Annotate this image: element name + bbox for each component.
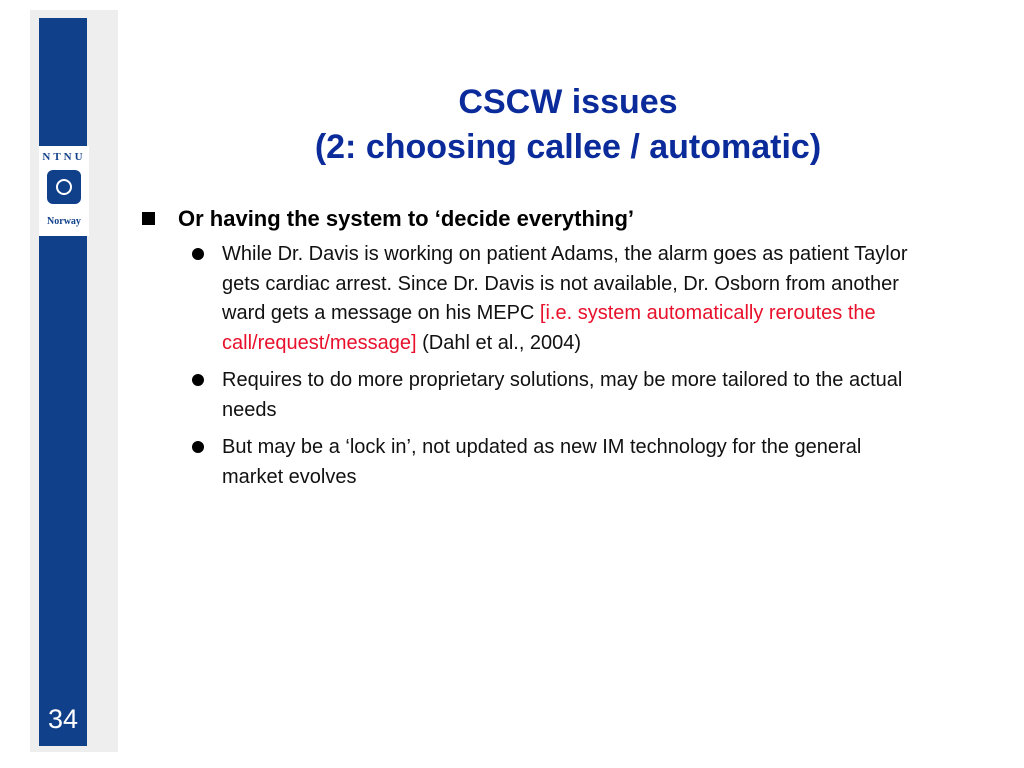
logo-mark-icon [47,170,81,204]
sub-bullet-1-highlight: [i.e. system automatically reroutes the call/request/message] [222,302,876,354]
sub-bullet-3 [140,433,920,492]
logo-top-text: NTNU [42,151,86,163]
title-line-1: CSCW issues [458,83,678,121]
logo-bottom-text: Norway [47,216,81,227]
slide-content [140,204,920,492]
sub-bullet-2 [140,366,920,425]
sub-bullet-3-text: But may be a ‘lock in’, not updated as new IM technology for the general market evolves [222,436,862,488]
sub-bullet-2-text: Requires to do more proprietary solutions, may be more tailored to the actual needs [222,369,903,421]
square-bullet-icon [142,212,155,225]
main-bullet [140,204,920,234]
sub-bullet-1-text: While Dr. Davis is working on patient Adams, the alarm goes as patient Taylor gets cardiac arrest. Since Dr. Davis is not available, Dr. Osborn from another ward gets a message on his MEPC [222,243,908,324]
sub-bullet-1-citation: (Dahl et al., 2004) [416,331,582,354]
ntnu-logo [39,146,89,236]
slide-title [128,80,1008,170]
title-line-2: (2: choosing callee / automatic) [314,128,822,166]
round-bullet-icon [192,248,204,260]
round-bullet-icon [192,374,204,386]
sidebar-bar [39,18,87,746]
round-bullet-icon [192,441,204,453]
slide-number: 34 [47,704,79,734]
main-bullet-text: Or having the system to ‘decide everything’ [178,206,635,231]
sub-bullet-1 [140,240,920,358]
